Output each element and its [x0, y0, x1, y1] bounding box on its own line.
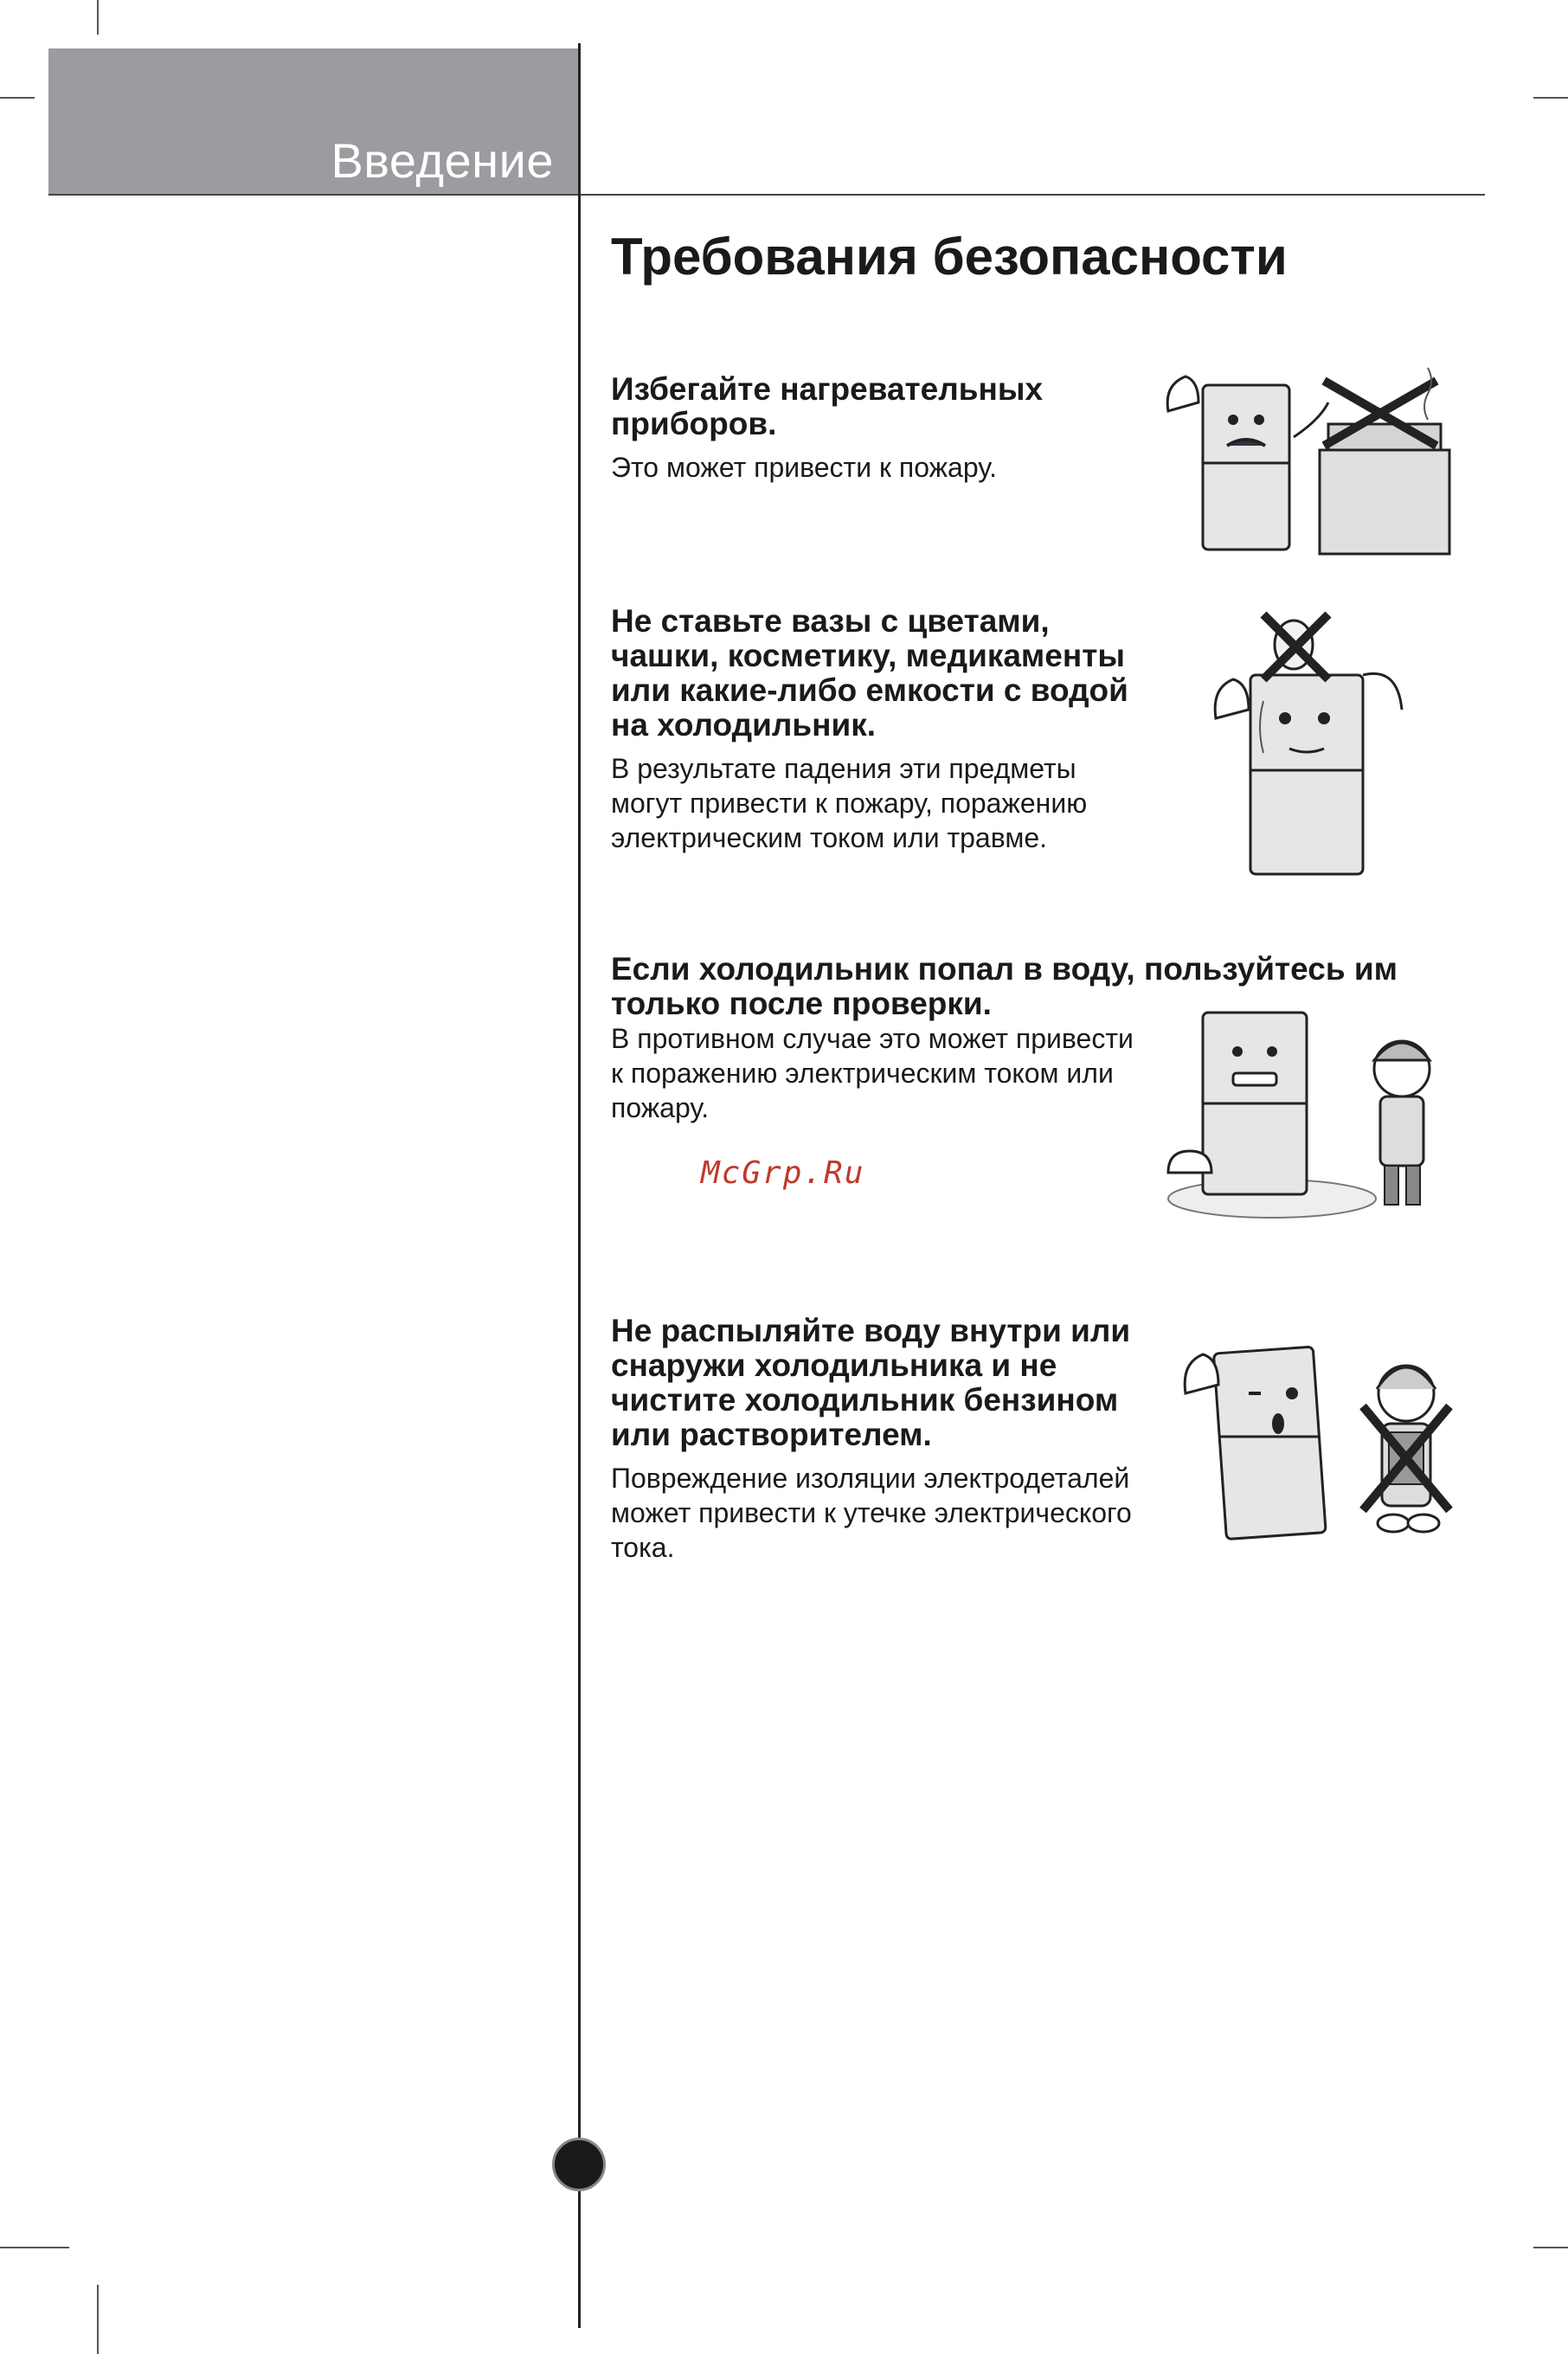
- fridge-no-vase-icon: [1203, 606, 1419, 883]
- safety-item-body: [611, 1021, 1147, 1125]
- safety-item-title: Не распыляйте воду внутри или снаружи холодильника и не чистите холодильник бензином или растворителем.: [611, 1313, 1131, 1452]
- safety-item: [611, 372, 1147, 485]
- crop-mark: [0, 2247, 69, 2248]
- safety-item-title: Избегайте нагревательных приборов.: [611, 371, 1044, 441]
- fridge-flooded-technician-icon: [1160, 1008, 1454, 1225]
- page-title: Требования безопасности: [611, 228, 1288, 286]
- section-header-tab: [48, 48, 578, 196]
- crop-mark: [97, 2285, 99, 2354]
- safety-item-text: Это может привести к пожару.: [611, 452, 997, 483]
- column-divider: [578, 43, 581, 2328]
- crop-mark: [0, 97, 35, 99]
- fridge-no-spray-icon: [1181, 1315, 1458, 1558]
- crop-mark: [1533, 97, 1568, 99]
- safety-item-text: Повреждение изоляции электродеталей может привести к утечке электрического тока.: [611, 1463, 1132, 1563]
- watermark: McGrp.Ru: [701, 1155, 865, 1191]
- safety-item: [611, 604, 1147, 855]
- page-number-marker: [552, 2138, 606, 2191]
- fridge-avoid-heater-icon: [1151, 359, 1462, 558]
- section-title: Введение: [331, 133, 554, 188]
- header-rule: [48, 194, 1485, 196]
- safety-item: [611, 1314, 1165, 1565]
- safety-item-title: Не ставьте вазы с цветами, чашки, косметику, медикаменты или какие-либо емкости с водой на холодильник.: [611, 603, 1128, 743]
- crop-mark: [1533, 2247, 1568, 2248]
- safety-item-title: Если холодильник попал в воду, пользуйтесь им только после проверки.: [611, 951, 1398, 1021]
- crop-mark: [97, 0, 99, 35]
- safety-item-text: В результате падения эти предметы могут привести к пожару, поражению электрическим током или травме.: [611, 753, 1088, 853]
- safety-item-text: В противном случае это может привести к поражению электрическим током или пожару.: [611, 1023, 1134, 1123]
